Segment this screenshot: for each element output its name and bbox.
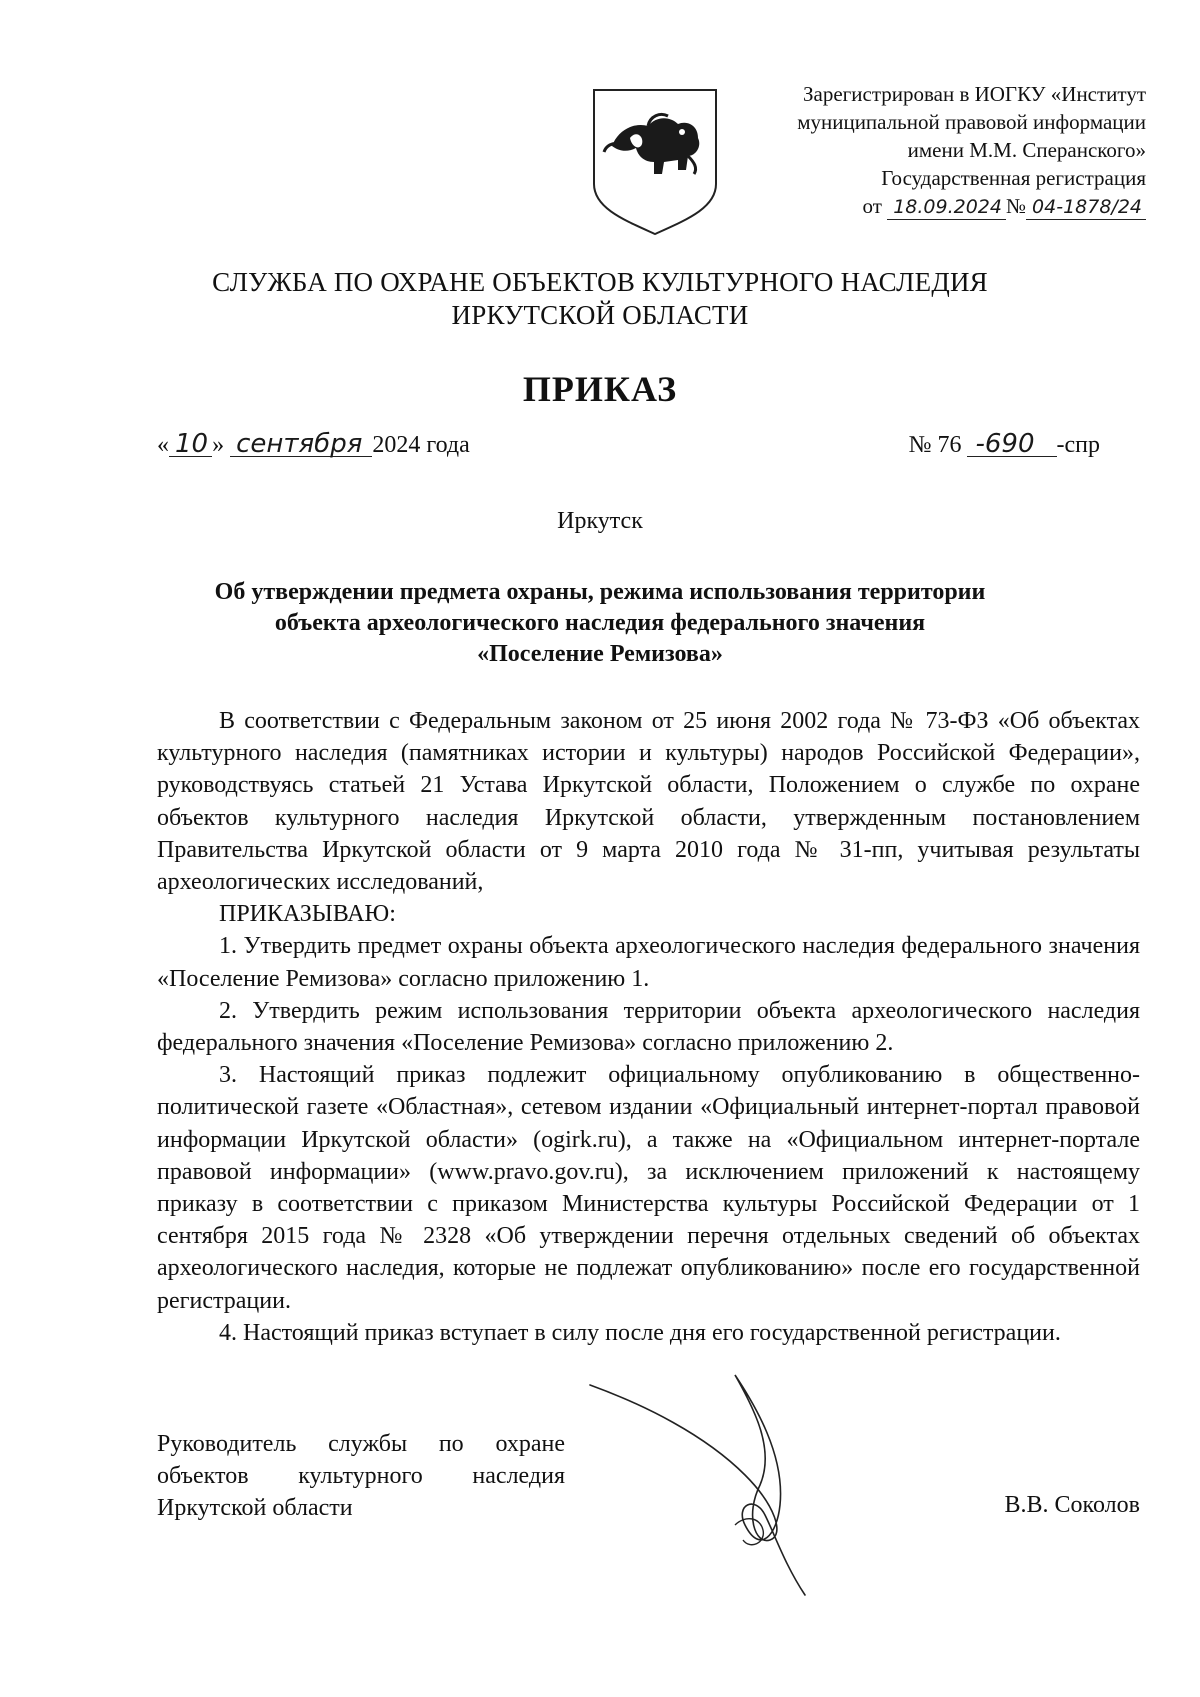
order-subject [130, 577, 1070, 670]
city-name: Иркутск [557, 508, 643, 534]
order-item: 1. Утвердить предмет охраны объекта археологического наследия федерального значения «Поселение Ремизова» согласно приложению 1. [157, 933, 1140, 992]
document-type-title: ПРИКАЗ [522, 369, 678, 409]
order-item: 3. Настоящий приказ подлежит официальному опубликованию в общественно-политической газете «Областная», сетевом издании «Официальный интернет-портал правовой информации Иркутской области» (ogirk.ru), а также на «Официальном интернет-портале правовой информации» (www.pravo.gov.ru), за исключением приложений к настоящему приказу в соответствии с приказом Министерства культуры Российской Федерации от 1 сентября 2015 года № 2328 «Об утверждении перечня отдельных сведений об объектах археологического наследия, которые не подлежат опубликованию» после его государственной регистрации. [157, 1062, 1140, 1314]
agency-name-line2: ИРКУТСКОЙ ОБЛАСТИ [451, 300, 749, 330]
position-line1: Руководитель службы по охране [157, 1431, 565, 1457]
order-body [157, 705, 1140, 1349]
order-date [157, 429, 470, 459]
order-number-suffix: -спр [1056, 432, 1100, 458]
signatory-name: В.В. Соколов [1004, 1492, 1140, 1518]
handwritten-signature-icon [585, 1365, 885, 1615]
preamble-paragraph: В соответствии с Федеральным законом от 25 июня 2002 года № 73-ФЗ «Об объектах культурного наследия (памятниках истории и культуры) народов Российской Федерации», руководствуясь статьей 21 Устава Иркутской области, Положением о службе по охране объектов культурного наследия Иркутской области, утвержденным постановлением Правительства Иркутской области от 9 марта 2010 года № 31-пп, учитывая результаты археологических исследований, [157, 708, 1140, 896]
order-item: 2. Утвердить режим использования территории объекта археологического наследия федерального значения «Поселение Ремизова» согласно приложению 2. [157, 997, 1140, 1057]
registration-date-prefix: от [862, 194, 882, 218]
date-quote-open: « [157, 432, 169, 458]
registration-date: 18.09.2024 [887, 195, 1006, 220]
order-item: 4. Настоящий приказ вступает в силу после дня его государственной регистрации. [219, 1319, 1061, 1346]
signatory-position [157, 1428, 565, 1524]
position-line2: объектов культурного наследия [157, 1463, 565, 1489]
order-month: сентября [230, 432, 372, 457]
order-number [908, 429, 1100, 459]
coat-of-arms-icon [590, 86, 720, 238]
agency-name-line1: СЛУЖБА ПО ОХРАНЕ ОБЪЕКТОВ КУЛЬТУРНОГО НАСЛЕДИЯ [212, 267, 988, 297]
registration-line: Государственная регистрация [881, 166, 1146, 190]
registration-number: 04-1878/24 [1026, 195, 1146, 220]
position-line3: Иркутской области [157, 1495, 353, 1521]
order-day: 10 [169, 432, 212, 457]
order-word: ПРИКАЗЫВАЮ: [219, 901, 396, 928]
registration-block [740, 80, 1146, 220]
registration-number-prefix: № [1005, 194, 1027, 218]
registration-line: муниципальной правовой информации [797, 110, 1146, 134]
registration-line: Зарегистрирован в ИОГКУ «Институт [802, 82, 1146, 106]
order-number-prefix: № 76 [908, 432, 962, 458]
order-number-value: -690 [967, 432, 1056, 457]
subject-line2: объекта археологического наследия федерального значения [274, 610, 926, 636]
agency-header [0, 266, 1200, 332]
subject-line3: «Поселение Ремизова» [477, 641, 723, 667]
registration-date-line [740, 192, 1146, 220]
date-quote-close: » [212, 432, 225, 458]
registration-line: имени М.М. Сперанского» [907, 138, 1146, 162]
subject-line1: Об утверждении предмета охраны, режима использования территории [214, 579, 986, 605]
order-year: 2024 года [372, 432, 470, 458]
